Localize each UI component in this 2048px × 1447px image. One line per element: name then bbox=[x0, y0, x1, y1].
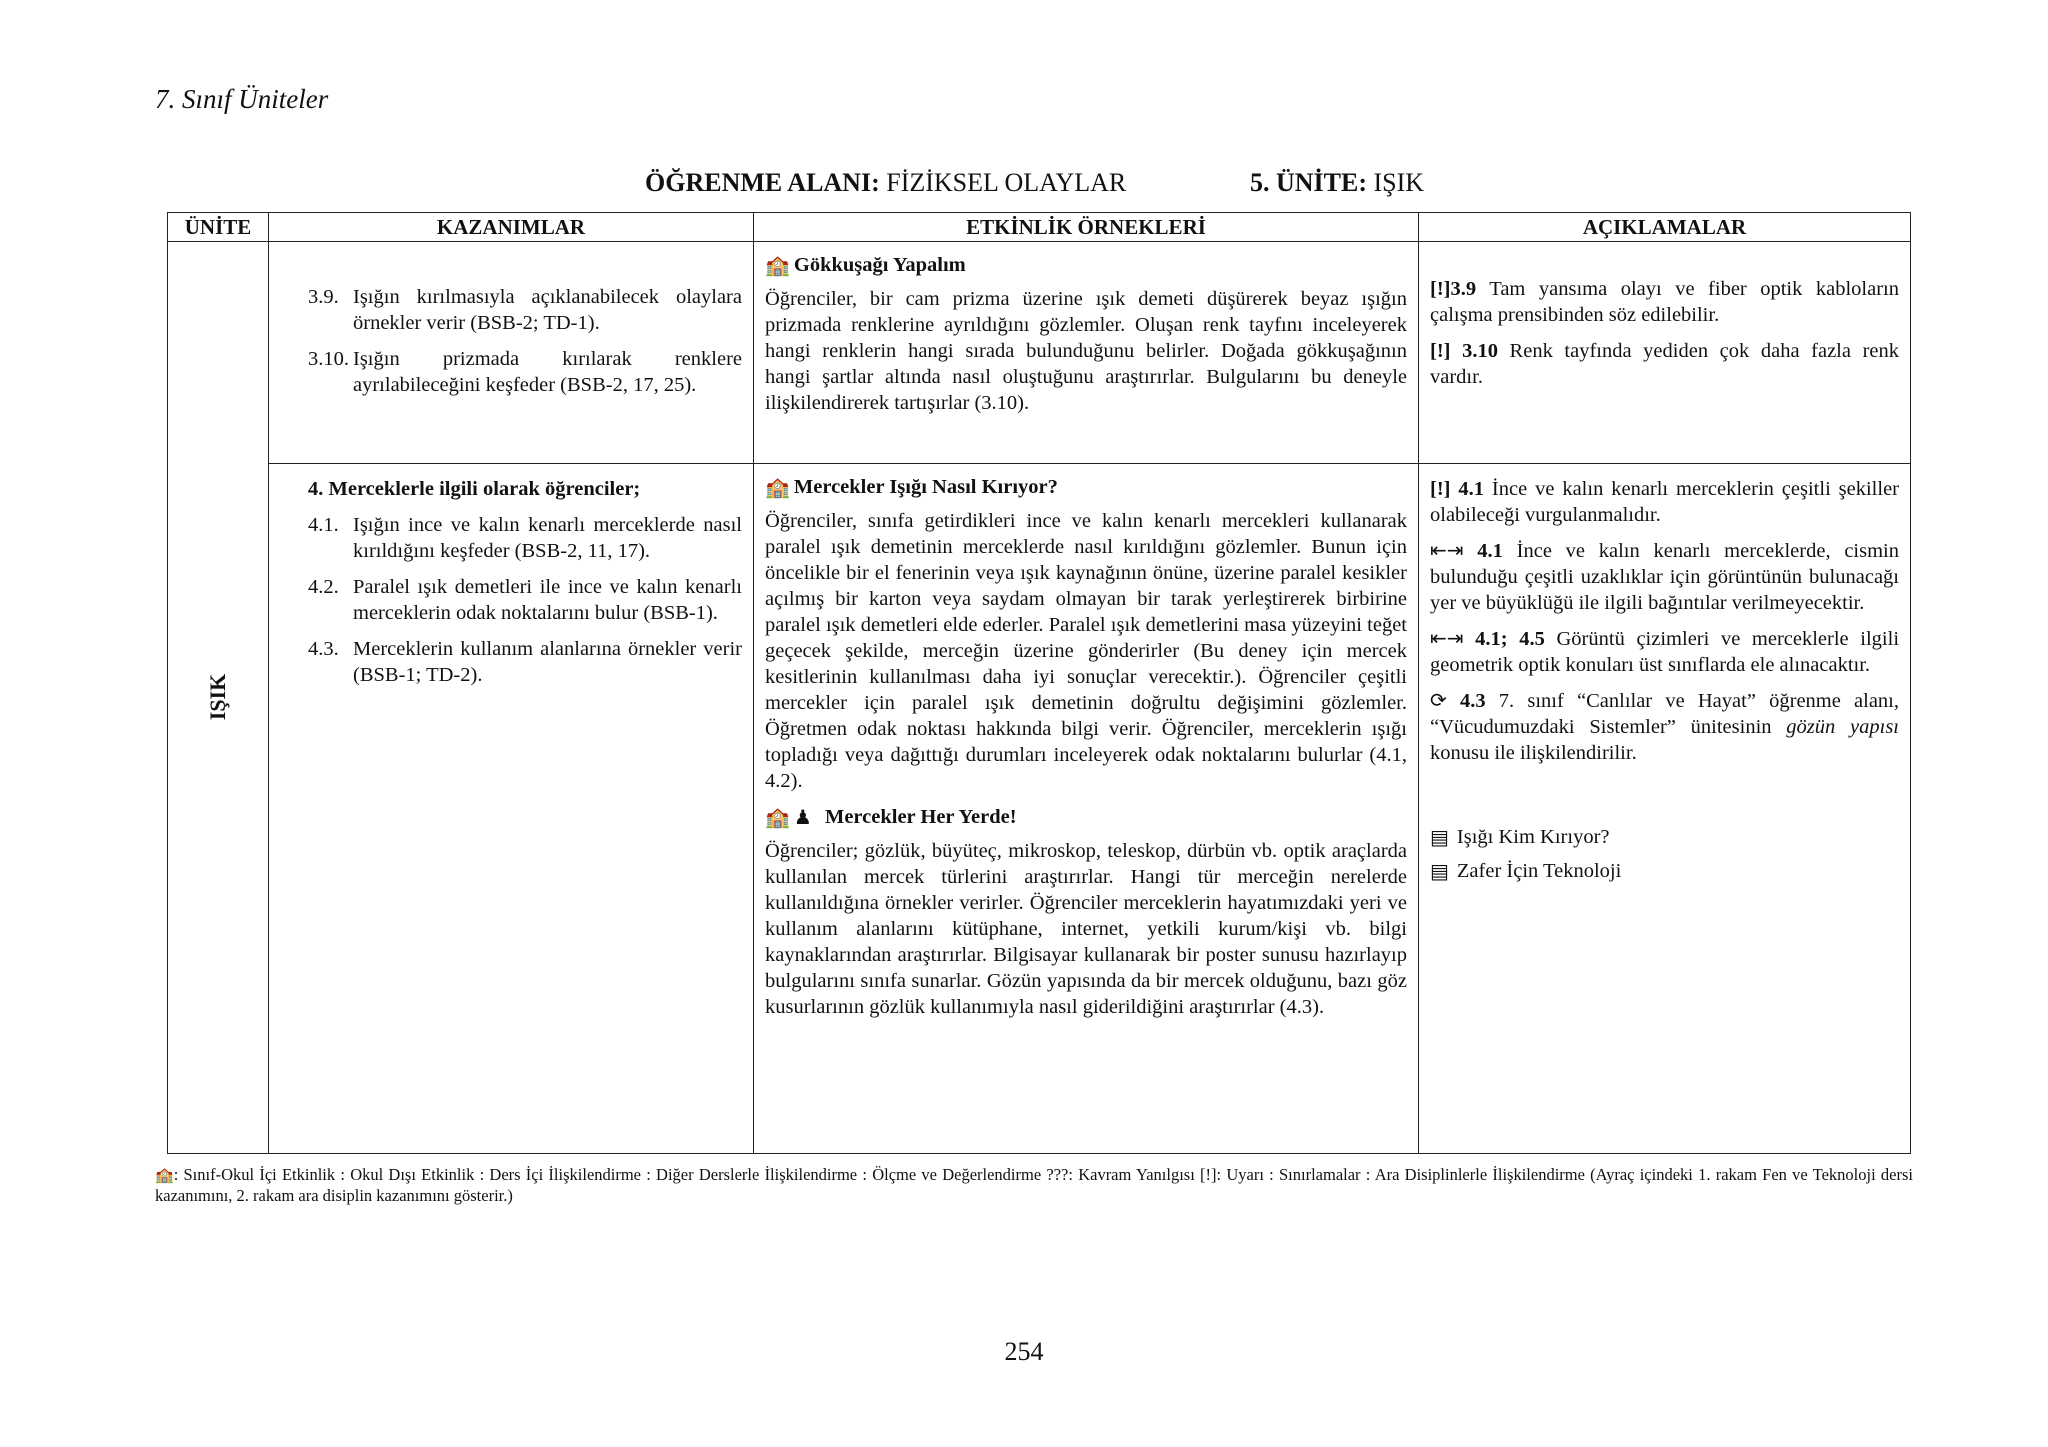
classroom-activity-icon: 🏫 bbox=[155, 1166, 174, 1184]
activity-text: Öğrenciler, sınıfa getirdikleri ince ve kalın kenarlı mercekleri kullanarak paralel ışık demetinin merceklerde nasıl kırıldığını gözlemler. Bunun için öncelikle bir el fenerinin veya ışık kaynağının önüne, üzerine paralel kesikler açılmış bir karton veya saydam olmayan bir tarak yerleştirerek birbirine paralel ışık demetleri elde ederler. Paralel ışık demetlerini masa yüzeyini teğet geçecek şekilde, merceğin üzerine gönderirler (Bu deney için mercek kesitlerinin kullanılması daha iyi sonuçlar verecektir.). Öğrenciler çeşitli mercekler için paralel ışık demetinin doğrultu değişimini gözlemler. Öğretmen odak noktası hakkında bilgi verir. Öğrenciler, merceklerin ışığı topladığı veya dağıttığı durumları inceleyerek odak noktalarını bulurlar (4.1, 4.2). bbox=[765, 510, 1407, 792]
unit-name: 5. ÜNİTE: IŞIK bbox=[1250, 168, 1425, 197]
note: ⇤⇥ 4.1; 4.5 Görüntü çizimleri ve merceklerle ilgili geometrik optik konuları üst sınıflarda ele alınacaktır. bbox=[1430, 626, 1900, 676]
kazanimlar-cell-2 bbox=[269, 464, 754, 1154]
running-header: 7. Sınıf Üniteler bbox=[155, 84, 329, 114]
classroom-activity-icon: 🏫 bbox=[765, 253, 790, 277]
outdoor-activity-icon: ♟ bbox=[793, 805, 812, 829]
activity-text: Öğrenciler; gözlük, büyüteç, mikroskop, teleskop, dürbün vb. optik araçlarda kullanılan mercek türlerini araştırırlar. Hangi tür merceğin nerelerde kullanıldığına örnekler verirler. Öğrenciler merceklerin hayatımızdaki yeri ve kullanım alanlarını kütüphane, internet, yetkili kurum/kişi vb. bilgi kaynaklarından araştırırlar. Bilgisayar kullanarak bir poster sunusu hazırlayıp bulgularını sınıfa sunarlar. Gözün yapısında da bir mercek olduğunu, bazı göz kusurlarının gözlük kullanımıyla nasıl giderildiğini araştırırlar (4.3). bbox=[765, 840, 1407, 1018]
learning-area: ÖĞRENME ALANI: FİZİKSEL OLAYLAR bbox=[645, 168, 1127, 197]
activity-title: 🏫 Gökkuşağı Yapalım bbox=[765, 253, 966, 277]
kazanim-item: 4.3. Merceklerin kullanım alanlarına örnekler verir (BSB-1; TD-2). bbox=[308, 638, 742, 686]
etkinlik-cell-2 bbox=[754, 464, 1419, 1154]
col-header-aciklamalar: AÇIKLAMALAR bbox=[1419, 213, 1911, 242]
note: ⟳ 4.3 7. sınıf “Canlılar ve Hayat” öğrenme alanı, “Vücudumuzdaki Sistemler” ünitesinin gözün yapısı konusu ile ilişkilendirilir. bbox=[1430, 688, 1899, 764]
kazanimlar-cell-1 bbox=[269, 242, 754, 464]
activity-text: Öğrenciler, bir cam prizma üzerine ışık demeti düşürerek beyaz ışığın prizmada renklerine ayrıldığını gözlemler. Oluşan renk tayfını inceleyerek hangi renklerin hangi sırada bulunduğunu belirler. Doğada gökkuşağının hangi şartlar altında nasıl oluştuğunu araştırırlar. Bulgularını bu deneyle ilişkilendirerek tartışırlar (3.10). bbox=[765, 288, 1407, 414]
etkinlik-cell-1 bbox=[754, 242, 1419, 464]
note: [!]3.9 Tam yansıma olayı ve fiber optik kabloların çalışma prensibinden söz edilebilir. bbox=[1430, 278, 1899, 326]
note: ⇤⇥ 4.1 İnce ve kalın kenarlı merceklerde, cismin bulunduğu çeşitli uzaklıklar için görüntünün bulunacağı yer ve büyüklüğü ile ilgili bağıntılar verilmeyecektir. bbox=[1430, 538, 1899, 614]
assessment-icon: ▤ bbox=[1430, 859, 1449, 883]
page-number: 254 bbox=[1004, 1337, 1044, 1366]
assessment-icon: ▤ bbox=[1430, 825, 1449, 849]
assessment-item: ▤ Işığı Kim Kırıyor? bbox=[1430, 825, 1610, 849]
classroom-activity-icon: 🏫 bbox=[765, 805, 790, 829]
aciklama-cell-2 bbox=[1419, 464, 1911, 1154]
kazanim-heading: 4. Merceklerle ilgili olarak öğrenciler; bbox=[308, 478, 641, 500]
activity-title: 🏫 ♟ Mercekler Her Yerde! bbox=[765, 805, 1017, 829]
col-header-kazanimlar: KAZANIMLAR bbox=[269, 213, 754, 242]
kazanim-item: 3.10. Işığın prizmada kırılarak renklere ayrılabileceğini keşfeder (BSB-2, 17, 25). bbox=[308, 348, 742, 396]
col-header-etkinlik: ETKİNLİK ÖRNEKLERİ bbox=[754, 213, 1419, 242]
classroom-activity-icon: 🏫 bbox=[765, 475, 790, 499]
kazanim-item: 4.2. Paralel ışık demetleri ile ince ve kalın kenarlı merceklerin odak noktalarını bulur (BSB-1). bbox=[308, 576, 742, 624]
note: [!] 3.10 Renk tayfında yediden çok daha fazla renk vardır. bbox=[1430, 340, 1899, 388]
col-header-unite: ÜNİTE bbox=[168, 213, 269, 242]
legend: 🏫: Sınıf-Okul İçi Etkinlik : Okul Dışı Etkinlik : Ders İçi İlişkilendirme : Diğer Derslerle İlişkilendirme : Ölçme ve Değerlendirme ???: Kavram Yanılgısı [!]: Uyarı : Sınırlamalar : Ara Disiplinlerle İlişkilendirme (Ayraç içindeki 1. rakam Fen ve Teknoloji dersi kazanımını, 2. rakam ara disiplin kazanımını gösterir.) bbox=[155, 1165, 1913, 1205]
assessment-item: ▤ Zafer İçin Teknoloji bbox=[1430, 859, 1622, 883]
aciklama-cell-1 bbox=[1419, 242, 1911, 464]
cross-link-icon: ⟳ bbox=[1430, 688, 1447, 712]
kazanim-item: 4.1. Işığın ince ve kalın kenarlı merceklerde nasıl kırıldığını keşfeder (BSB-2, 11, 17). bbox=[308, 514, 742, 562]
note: [!] 4.1 İnce ve kalın kenarlı merceklerin çeşitli şekiller olabileceği vurgulanmalıdır. bbox=[1430, 478, 1900, 526]
kazanim-item: 3.9. Işığın kırılmasıyla açıklanabilecek olaylara örnekler verir (BSB-2; TD-1). bbox=[308, 286, 742, 334]
limitation-icon: ⇤⇥ bbox=[1430, 626, 1464, 650]
unit-cell bbox=[168, 242, 269, 1154]
unit-name-vertical: IŞIK bbox=[204, 673, 230, 721]
activity-title: 🏫 Mercekler Işığı Nasıl Kırıyor? bbox=[765, 475, 1058, 499]
curriculum-table bbox=[167, 212, 1911, 1154]
limitation-icon: ⇤⇥ bbox=[1430, 538, 1464, 562]
